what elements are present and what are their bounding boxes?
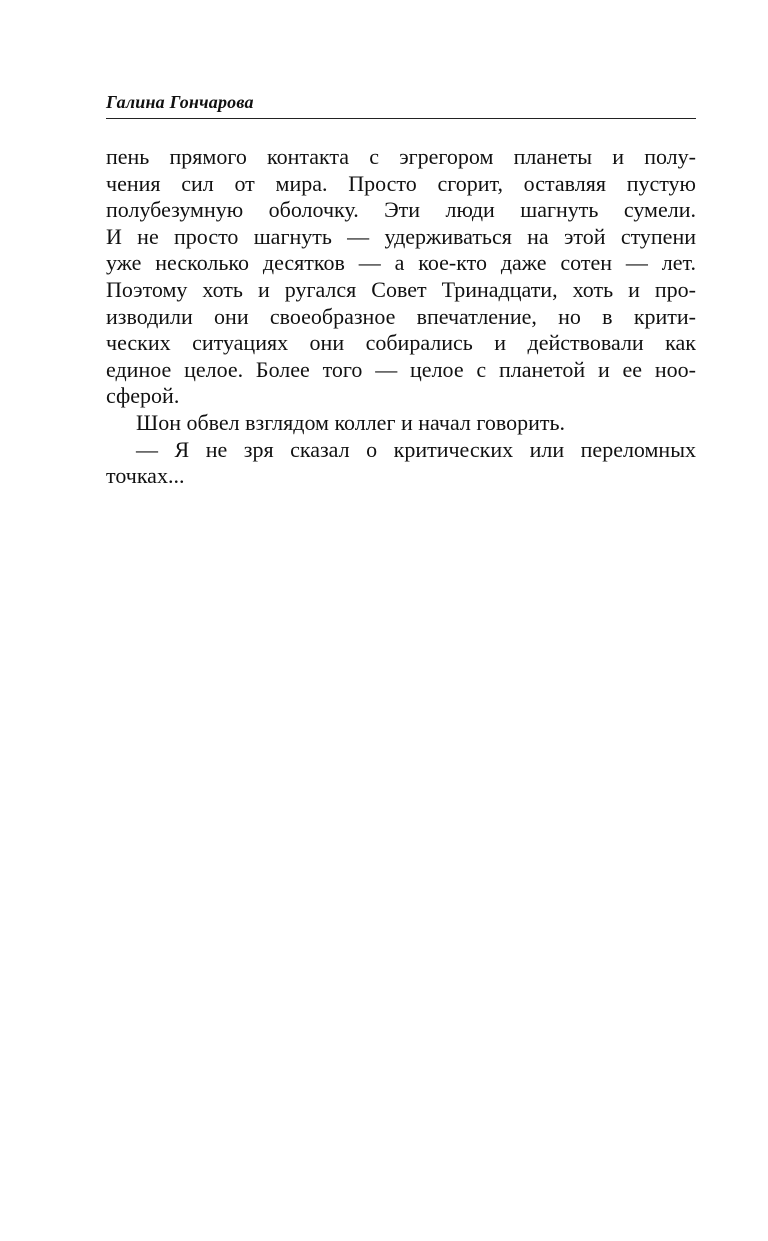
running-header xyxy=(106,88,696,119)
text-line: Шон обвел взглядом коллег и начал говорить. xyxy=(136,409,566,435)
body-text xyxy=(106,144,696,490)
text-line: Поэтому хоть и ругался Совет Тринадцати, хоть и про- xyxy=(106,276,696,302)
text-line: пень прямого контакта с эгрегором планеты и полу- xyxy=(106,144,696,169)
text-line: чения сил от мира. Просто сгорит, оставляя пустую xyxy=(106,170,696,196)
text-line: — Я не зря сказал о критических или переломных xyxy=(136,436,696,462)
text-line: единое целое. Более того — целое с планетой и ее ноо- xyxy=(106,356,696,382)
text-line: И не просто шагнуть — удерживаться на этой ступени xyxy=(106,223,696,249)
text-line: ческих ситуациях они собирались и действовали как xyxy=(106,330,696,356)
text-line: уже несколько десятков — а кое-кто даже сотен — лет. xyxy=(106,250,696,276)
text-line: точках... xyxy=(106,463,185,489)
author-name: Галина Гончарова xyxy=(106,92,254,112)
text-line: изводили они своеобразное впечатление, но в крити- xyxy=(106,303,696,329)
text-line: сферой. xyxy=(106,383,180,409)
text-line: полубезумную оболочку. Эти люди шагнуть сумели. xyxy=(106,197,696,223)
